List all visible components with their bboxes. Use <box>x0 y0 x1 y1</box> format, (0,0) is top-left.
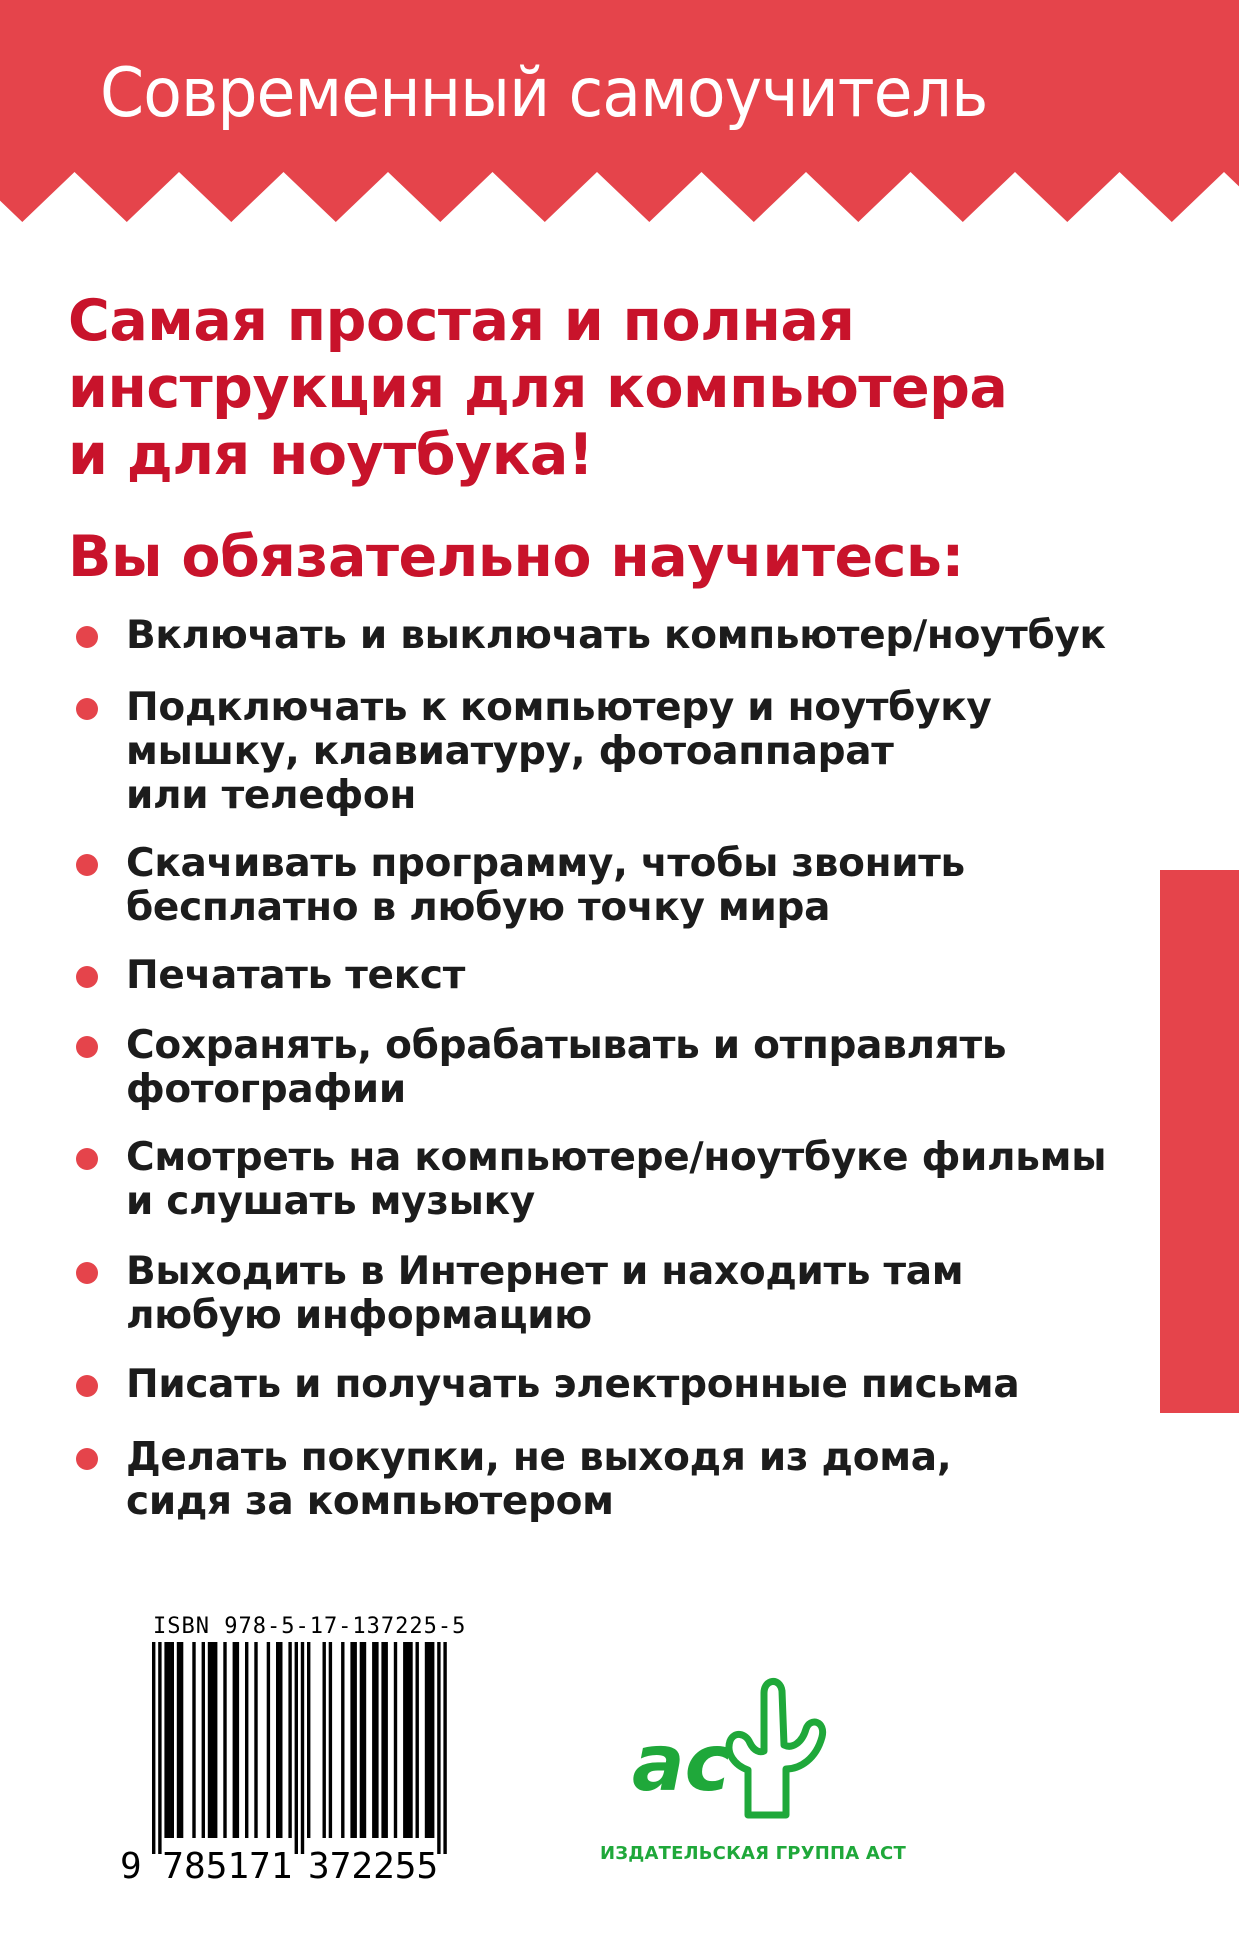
barcode-bar <box>354 1642 357 1838</box>
feature-text-line: или телефон <box>126 773 416 818</box>
barcode-bar <box>341 1642 344 1838</box>
ean-digit: 5 <box>205 1846 228 1887</box>
barcode-bar <box>443 1642 446 1854</box>
barcode-bar <box>202 1642 205 1838</box>
barcode-bar <box>223 1642 226 1838</box>
ean-digit: 2 <box>351 1846 374 1887</box>
feature-text-line: и слушать музыку <box>126 1179 535 1224</box>
barcode-bar <box>208 1642 211 1838</box>
bullet-dot-icon <box>76 1375 98 1397</box>
barcode-bar <box>288 1642 291 1838</box>
feature-list-item <box>126 614 1146 658</box>
feature-list-item <box>126 842 1146 930</box>
barcode-bar <box>295 1642 298 1854</box>
feature-text-line: Сохранять, обрабатывать и отправлять <box>126 1023 1007 1068</box>
feature-text-line: Смотреть на компьютере/ноутбуке фильмы <box>126 1135 1107 1180</box>
barcode-bar <box>233 1642 236 1838</box>
logo-letters: ac <box>632 1719 731 1809</box>
feature-text-line: Делать покупки, не выходя из дома, <box>126 1435 952 1480</box>
bullet-dot-icon <box>76 966 98 988</box>
barcode-bar <box>152 1642 155 1854</box>
subtitle-headline: Вы обязательно научитесь: <box>68 524 964 590</box>
ean-digit: 3 <box>308 1846 330 1887</box>
feature-text-line: любую информацию <box>126 1293 592 1338</box>
headline-line: и для ноутбука! <box>68 422 594 488</box>
barcode-bar <box>177 1642 180 1838</box>
barcode-bar <box>425 1642 428 1838</box>
feature-list-item <box>126 686 1146 818</box>
main-headline <box>68 288 1007 489</box>
feature-text-line: Скачивать программу, чтобы звонить <box>126 841 965 886</box>
ean-digit: 7 <box>249 1846 271 1887</box>
feature-text-line: сидя за компьютером <box>126 1479 614 1524</box>
ean-digit: 9 <box>120 1846 142 1887</box>
bullet-dot-icon <box>76 854 98 876</box>
headline-line: Самая простая и полная <box>68 288 855 354</box>
barcode-bar <box>267 1642 270 1838</box>
barcode-bar <box>171 1642 174 1838</box>
barcode-bar <box>372 1642 375 1838</box>
barcode-bar <box>363 1642 366 1838</box>
feature-text-line: фотографии <box>126 1067 406 1112</box>
barcode-bar <box>437 1642 440 1854</box>
barcode-bar <box>279 1642 282 1838</box>
feature-text-line: Подключать к компьютеру и ноутбуку <box>126 685 992 730</box>
barcode-bar <box>158 1642 161 1854</box>
feature-list-item <box>126 1136 1146 1224</box>
headline-line: инструкция для компьютера <box>68 355 1008 421</box>
barcode-bar <box>329 1642 332 1838</box>
side-tab-decoration <box>1160 870 1239 1413</box>
barcode-bar <box>406 1642 409 1838</box>
feature-list-item <box>126 1024 1146 1112</box>
feature-text-line: Печатать текст <box>126 953 465 998</box>
feature-text-line: Выходить в Интернет и находить там <box>126 1249 964 1294</box>
publisher-name: ИЗДАТЕЛЬСКАЯ ГРУППА АСТ <box>600 1843 906 1864</box>
feature-text-line: Писать и получать электронные письма <box>126 1362 1020 1407</box>
ean-digit: 7 <box>162 1846 184 1887</box>
bullet-dot-icon <box>76 1036 98 1058</box>
barcode-bar <box>409 1642 412 1838</box>
bullet-dot-icon <box>76 698 98 720</box>
bullet-dot-icon <box>76 1148 98 1170</box>
barcode-bar <box>360 1642 363 1838</box>
series-header <box>0 0 1239 222</box>
barcode-bar <box>236 1642 239 1838</box>
barcode-bar <box>276 1642 279 1838</box>
ean-digit: 2 <box>373 1846 395 1887</box>
ast-logo <box>630 1665 850 1825</box>
barcode-bar <box>168 1642 171 1838</box>
feature-text-line: Включать и выключать компьютер/ноутбук <box>126 613 1106 658</box>
cactus-t-icon <box>729 1681 823 1815</box>
barcode-bar <box>394 1642 397 1838</box>
barcode <box>150 1642 460 1857</box>
barcode-bar <box>431 1642 434 1838</box>
barcode-bar <box>350 1642 353 1838</box>
feature-text-line: бесплатно в любую точку мира <box>126 885 831 930</box>
ean-digit: 5 <box>416 1846 439 1887</box>
barcode-bar <box>385 1642 388 1838</box>
barcode-bar <box>375 1642 378 1838</box>
bullet-dot-icon <box>76 1448 98 1470</box>
barcode-bar <box>301 1642 304 1854</box>
series-title: Современный самоучитель <box>100 54 988 133</box>
feature-list-item <box>126 954 1146 998</box>
barcode-bar <box>307 1642 310 1838</box>
barcode-bar <box>180 1642 183 1838</box>
barcode-bar <box>214 1642 217 1838</box>
feature-list-item <box>126 1436 1146 1524</box>
ean-digit: 7 <box>329 1846 352 1887</box>
barcode-bar <box>211 1642 214 1838</box>
ean-digit: 8 <box>184 1846 206 1887</box>
bullet-dot-icon <box>76 1262 98 1284</box>
bullet-dot-icon <box>76 626 98 648</box>
feature-list-item <box>126 1250 1146 1338</box>
ean-digit: 1 <box>227 1846 250 1887</box>
barcode-bar <box>428 1642 431 1838</box>
feature-list-item <box>126 1363 1146 1407</box>
barcode-bar <box>416 1642 419 1838</box>
barcode-bar <box>164 1642 167 1838</box>
ean-digit: 5 <box>394 1846 417 1887</box>
isbn-text: ISBN 978-5-17-137225-5 <box>153 1614 467 1639</box>
ean-digit: 1 <box>270 1846 293 1887</box>
barcode-bar <box>254 1642 257 1838</box>
barcode-bar <box>323 1642 326 1838</box>
barcode-bar <box>245 1642 248 1838</box>
feature-text-line: мышку, клавиатуру, фотоаппарат <box>126 729 894 774</box>
barcode-bar <box>192 1642 195 1838</box>
barcode-bar <box>381 1642 384 1838</box>
barcode-bar <box>403 1642 406 1838</box>
